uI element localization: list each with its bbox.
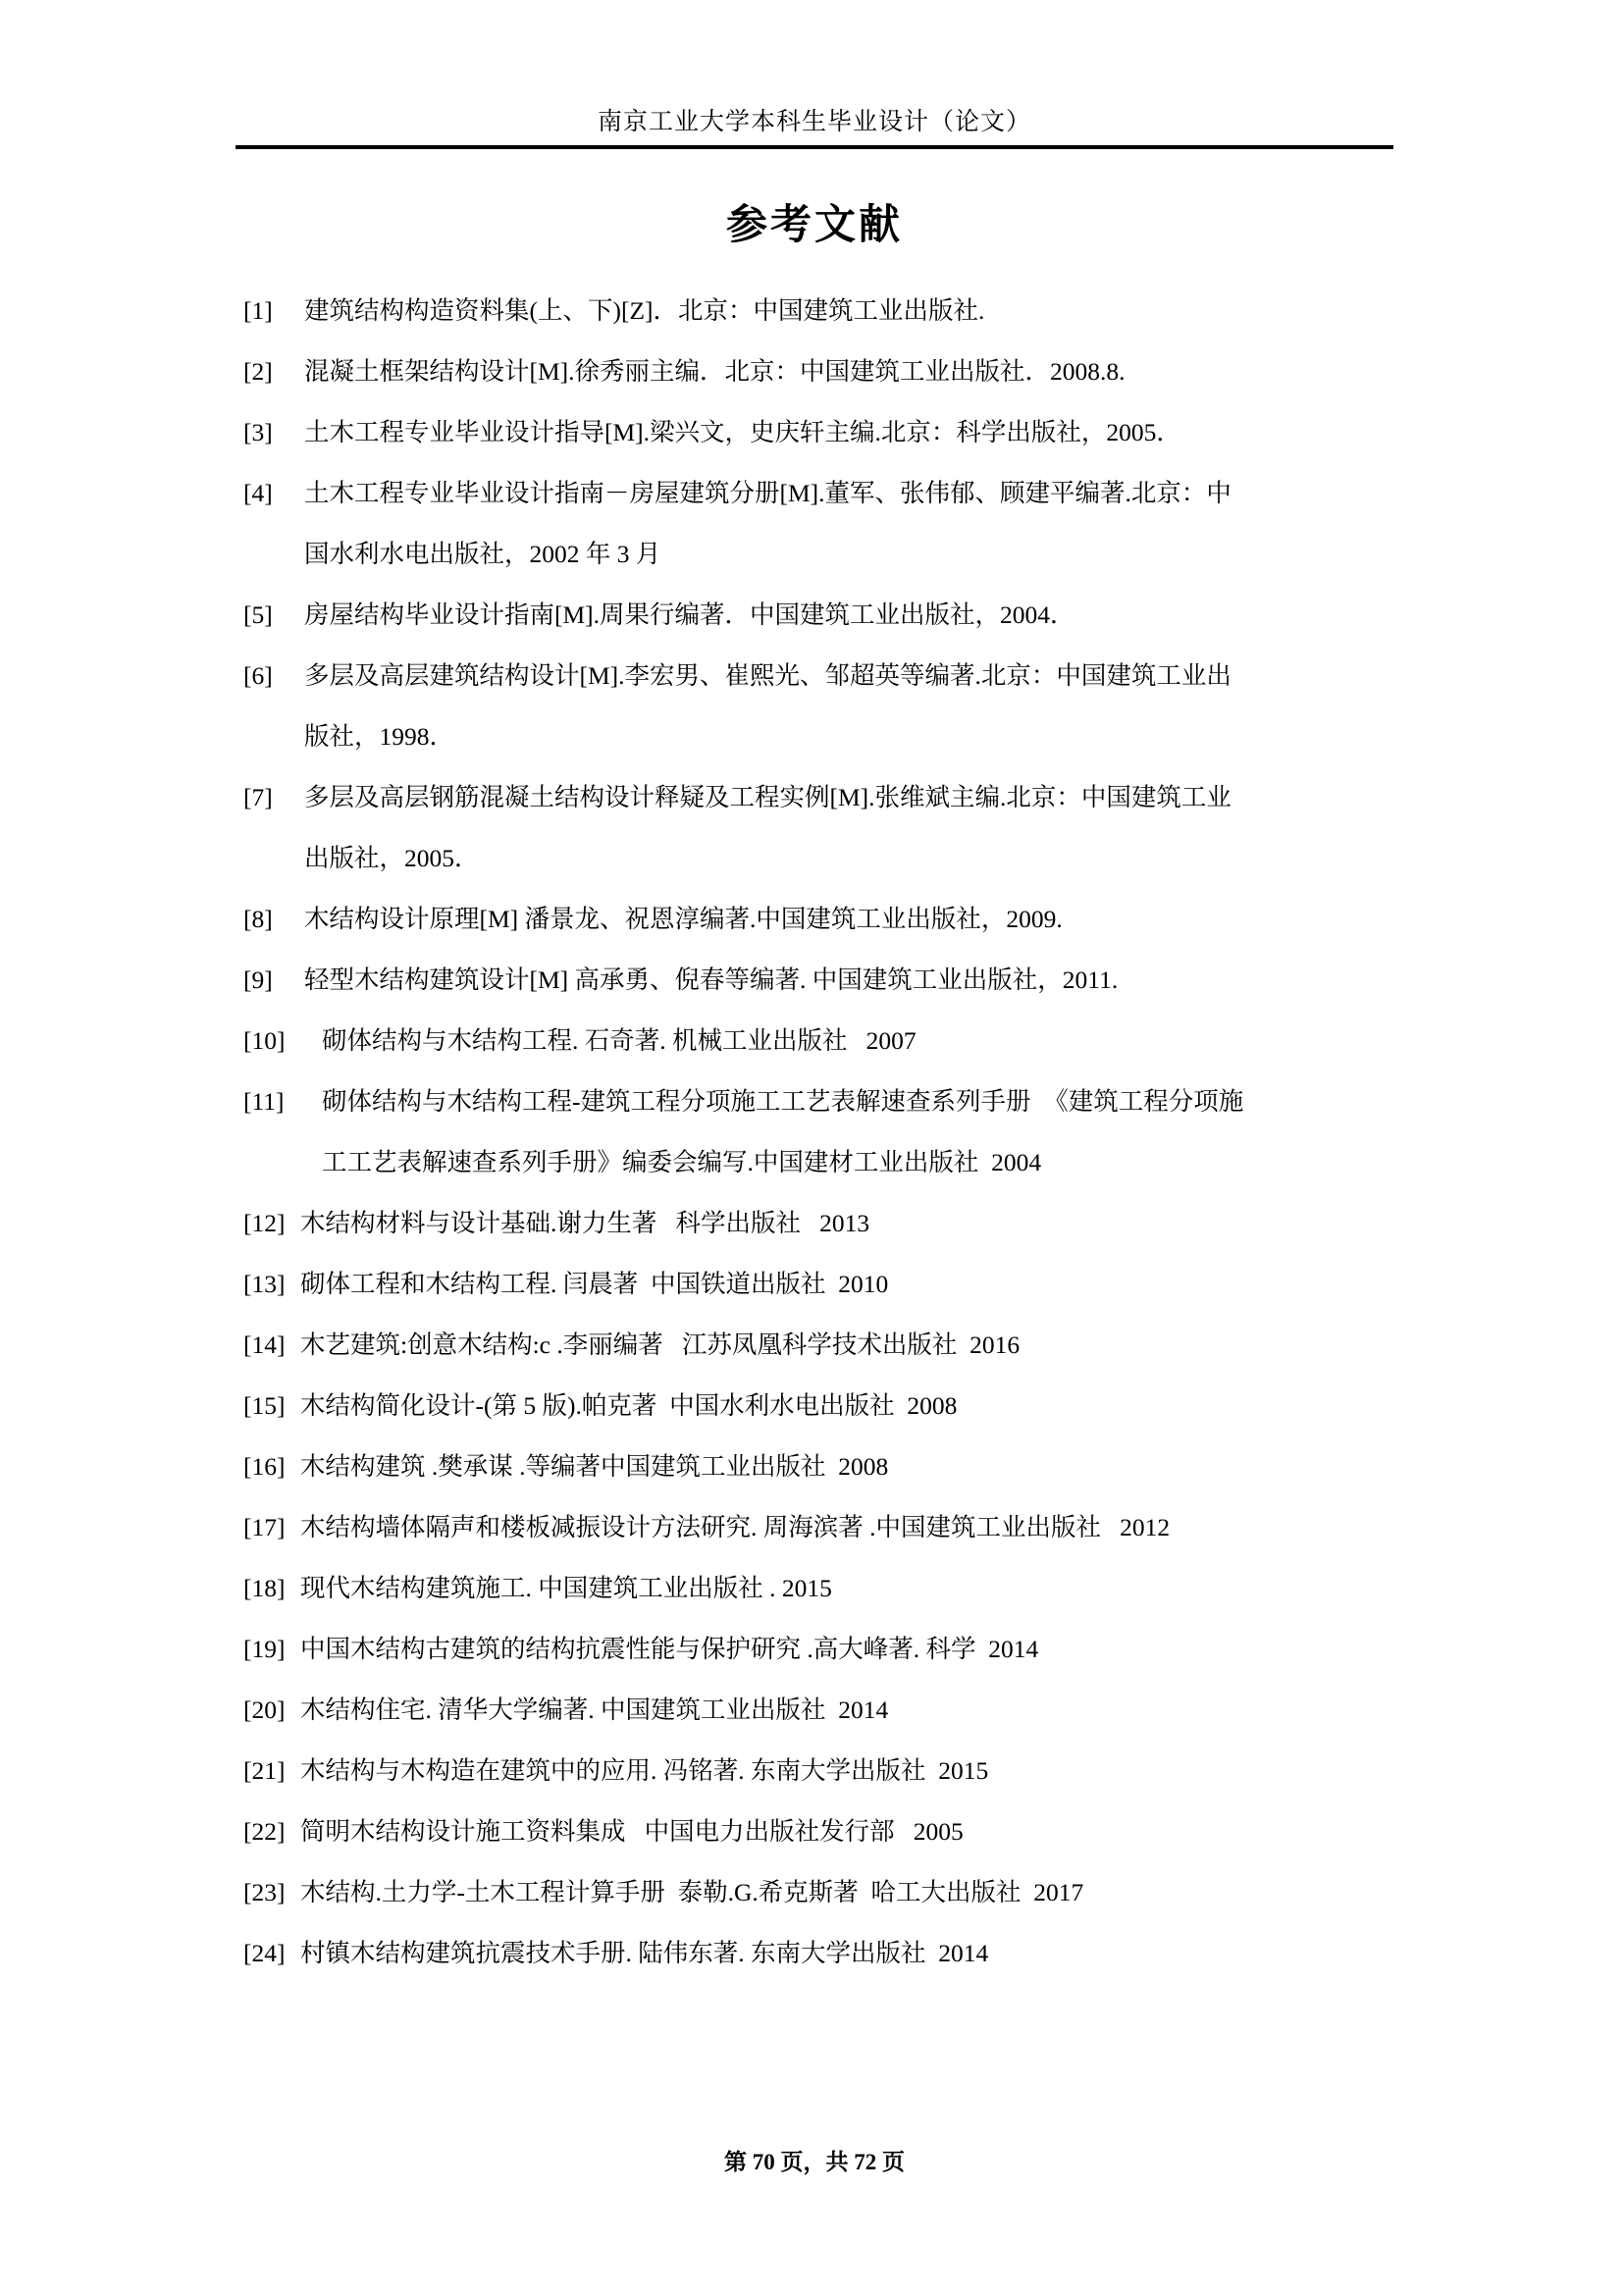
reference-list <box>243 281 1401 1984</box>
reference-number: [19] <box>243 1635 286 1663</box>
reference-number: [1] <box>243 296 273 325</box>
reference-text-line: 木艺建筑:创意木结构:c .李丽编著 江苏凤凰科学技术出版社 2016 <box>300 1330 1021 1359</box>
reference-text-line: 木结构设计原理[M] 潘景龙、祝恩淳编著.中国建筑工业出版社，2009. <box>304 905 1063 933</box>
reference-text-line: 木结构建筑 .樊承谋 .等编著中国建筑工业出版社 2008 <box>300 1452 889 1481</box>
reference-number: [4] <box>243 479 273 507</box>
reference-text <box>300 1436 1401 1497</box>
reference-text <box>322 1071 1401 1193</box>
reference-entry <box>243 1436 1401 1497</box>
reference-number: [12] <box>243 1209 286 1237</box>
reference-text <box>300 1254 1401 1315</box>
reference-text-line: 木结构墙体隔声和楼板减振设计方法研究. 周海滨著 .中国建筑工业出版社 2012 <box>300 1513 1171 1541</box>
page-footer: 第 70 页，共 72 页 <box>724 2150 905 2174</box>
reference-number: [21] <box>243 1756 286 1785</box>
reference-text <box>304 402 1401 463</box>
reference-entry <box>243 1801 1401 1862</box>
reference-text <box>300 1497 1401 1558</box>
reference-number: [22] <box>243 1817 286 1846</box>
reference-text-line: 版社，1998． <box>304 722 455 751</box>
reference-text-line: 砌体工程和木结构工程. 闫晨著 中国铁道出版社 2010 <box>300 1270 889 1298</box>
reference-entry <box>243 1862 1401 1923</box>
reference-number: [6] <box>243 661 273 690</box>
reference-number: [15] <box>243 1391 286 1420</box>
reference-number: [5] <box>243 600 273 629</box>
reference-text-line: 木结构与木构造在建筑中的应用. 冯铭著. 东南大学出版社 2015 <box>300 1756 989 1785</box>
reference-entry <box>243 646 1401 767</box>
reference-entry <box>243 767 1401 889</box>
reference-entry <box>243 1558 1401 1619</box>
reference-text <box>322 1011 1401 1071</box>
reference-text-line: 多层及高层建筑结构设计[M].李宏男、崔熙光、邹超英等编著.北京：中国建筑工业出 <box>304 661 1231 690</box>
reference-entry <box>243 1315 1401 1376</box>
page-header: 南京工业大学本科生毕业设计（论文） <box>597 109 1031 135</box>
reference-text <box>300 1315 1401 1376</box>
reference-text <box>304 889 1401 950</box>
reference-text <box>304 463 1401 585</box>
reference-number: [7] <box>243 783 273 811</box>
header-divider <box>236 145 1393 149</box>
reference-text <box>300 1680 1401 1741</box>
reference-text-line: 房屋结构毕业设计指南[M].周果行编著．中国建筑工业出版社，2004． <box>304 600 1075 629</box>
reference-number: [23] <box>243 1878 286 1906</box>
reference-number: [20] <box>243 1695 286 1724</box>
reference-text <box>304 341 1401 402</box>
reference-text-line: 简明木结构设计施工资料集成 中国电力出版社发行部 2005 <box>300 1817 964 1846</box>
reference-number: [3] <box>243 418 273 446</box>
reference-number: [14] <box>243 1330 286 1359</box>
reference-number: [18] <box>243 1574 286 1602</box>
reference-entry <box>243 1680 1401 1741</box>
reference-text-line: 木结构住宅. 清华大学编著. 中国建筑工业出版社 2014 <box>300 1695 889 1724</box>
reference-entry <box>243 1923 1401 1984</box>
reference-text-line: 出版社，2005． <box>304 844 480 872</box>
reference-text <box>300 1801 1401 1862</box>
reference-entry <box>243 1619 1401 1680</box>
reference-text <box>300 1193 1401 1254</box>
reference-text-line: 现代木结构建筑施工. 中国建筑工业出版社 . 2015 <box>300 1574 832 1602</box>
reference-text-line: 工工艺表解速查系列手册》编委会编写.中国建材工业出版社 2004 <box>322 1148 1042 1176</box>
page-title: 参考文献 <box>725 203 903 248</box>
reference-text-line: 轻型木结构建筑设计[M] 高承勇、倪春等编著. 中国建筑工业出版社，2011. <box>304 965 1119 994</box>
reference-number: [16] <box>243 1452 286 1481</box>
reference-entry <box>243 1071 1401 1193</box>
reference-entry <box>243 1497 1401 1558</box>
reference-number: [24] <box>243 1939 286 1967</box>
reference-text <box>300 1862 1401 1923</box>
reference-text <box>304 646 1401 767</box>
reference-number: [17] <box>243 1513 286 1541</box>
reference-entry <box>243 463 1401 585</box>
reference-entry <box>243 950 1401 1011</box>
reference-number: [9] <box>243 965 273 994</box>
reference-text <box>300 1741 1401 1801</box>
reference-entry <box>243 1741 1401 1801</box>
reference-text <box>304 281 1401 341</box>
reference-text-line: 中国木结构古建筑的结构抗震性能与保护研究 .高大峰著. 科学 2014 <box>300 1635 1039 1663</box>
reference-entry <box>243 1011 1401 1071</box>
reference-text-line: 国水利水电出版社，2002 年 3 月 <box>304 540 661 568</box>
reference-text-line: 砌体结构与木结构工程. 石奇著. 机械工业出版社 2007 <box>322 1026 917 1055</box>
reference-text-line: 多层及高层钢筋混凝土结构设计释疑及工程实例[M].张维斌主编.北京：中国建筑工业 <box>304 783 1231 811</box>
reference-number: [11] <box>243 1087 285 1116</box>
reference-entry <box>243 1193 1401 1254</box>
reference-text-line: 砌体结构与木结构工程-建筑工程分项施工工艺表解速查系列手册 《建筑工程分项施 <box>322 1087 1244 1116</box>
reference-entry <box>243 889 1401 950</box>
reference-text <box>304 950 1401 1011</box>
reference-entry <box>243 585 1401 646</box>
reference-text <box>300 1923 1401 1984</box>
reference-entry <box>243 402 1401 463</box>
reference-number: [8] <box>243 905 273 933</box>
reference-entry <box>243 1376 1401 1436</box>
reference-text <box>304 585 1401 646</box>
reference-number: [10] <box>243 1026 286 1055</box>
reference-entry <box>243 1254 1401 1315</box>
reference-text-line: 木结构.土力学-土木工程计算手册 泰勒.G.希克斯著 哈工大出版社 2017 <box>300 1878 1084 1906</box>
reference-number: [2] <box>243 357 273 386</box>
reference-text-line: 木结构材料与设计基础.谢力生著 科学出版社 2013 <box>300 1209 870 1237</box>
reference-text-line: 村镇木结构建筑抗震技术手册. 陆伟东著. 东南大学出版社 2014 <box>300 1939 989 1967</box>
reference-text <box>304 767 1401 889</box>
reference-text-line: 土木工程专业毕业设计指导[M].梁兴文，史庆轩主编.北京：科学出版社，2005． <box>304 418 1181 446</box>
reference-text <box>300 1376 1401 1436</box>
reference-text-line: 混凝土框架结构设计[M].徐秀丽主编．北京：中国建筑工业出版社．2008.8. <box>304 357 1126 386</box>
reference-text <box>300 1558 1401 1619</box>
reference-entry <box>243 281 1401 341</box>
reference-text-line: 土木工程专业毕业设计指南－房屋建筑分册[M].董军、张伟郁、顾建平编著.北京：中 <box>304 479 1231 507</box>
reference-entry <box>243 341 1401 402</box>
reference-text-line: 建筑结构构造资料集(上、下)[Z]．北京：中国建筑工业出版社. <box>304 296 985 325</box>
reference-text <box>300 1619 1401 1680</box>
reference-text-line: 木结构简化设计-(第 5 版).帕克著 中国水利水电出版社 2008 <box>300 1391 958 1420</box>
reference-number: [13] <box>243 1270 286 1298</box>
